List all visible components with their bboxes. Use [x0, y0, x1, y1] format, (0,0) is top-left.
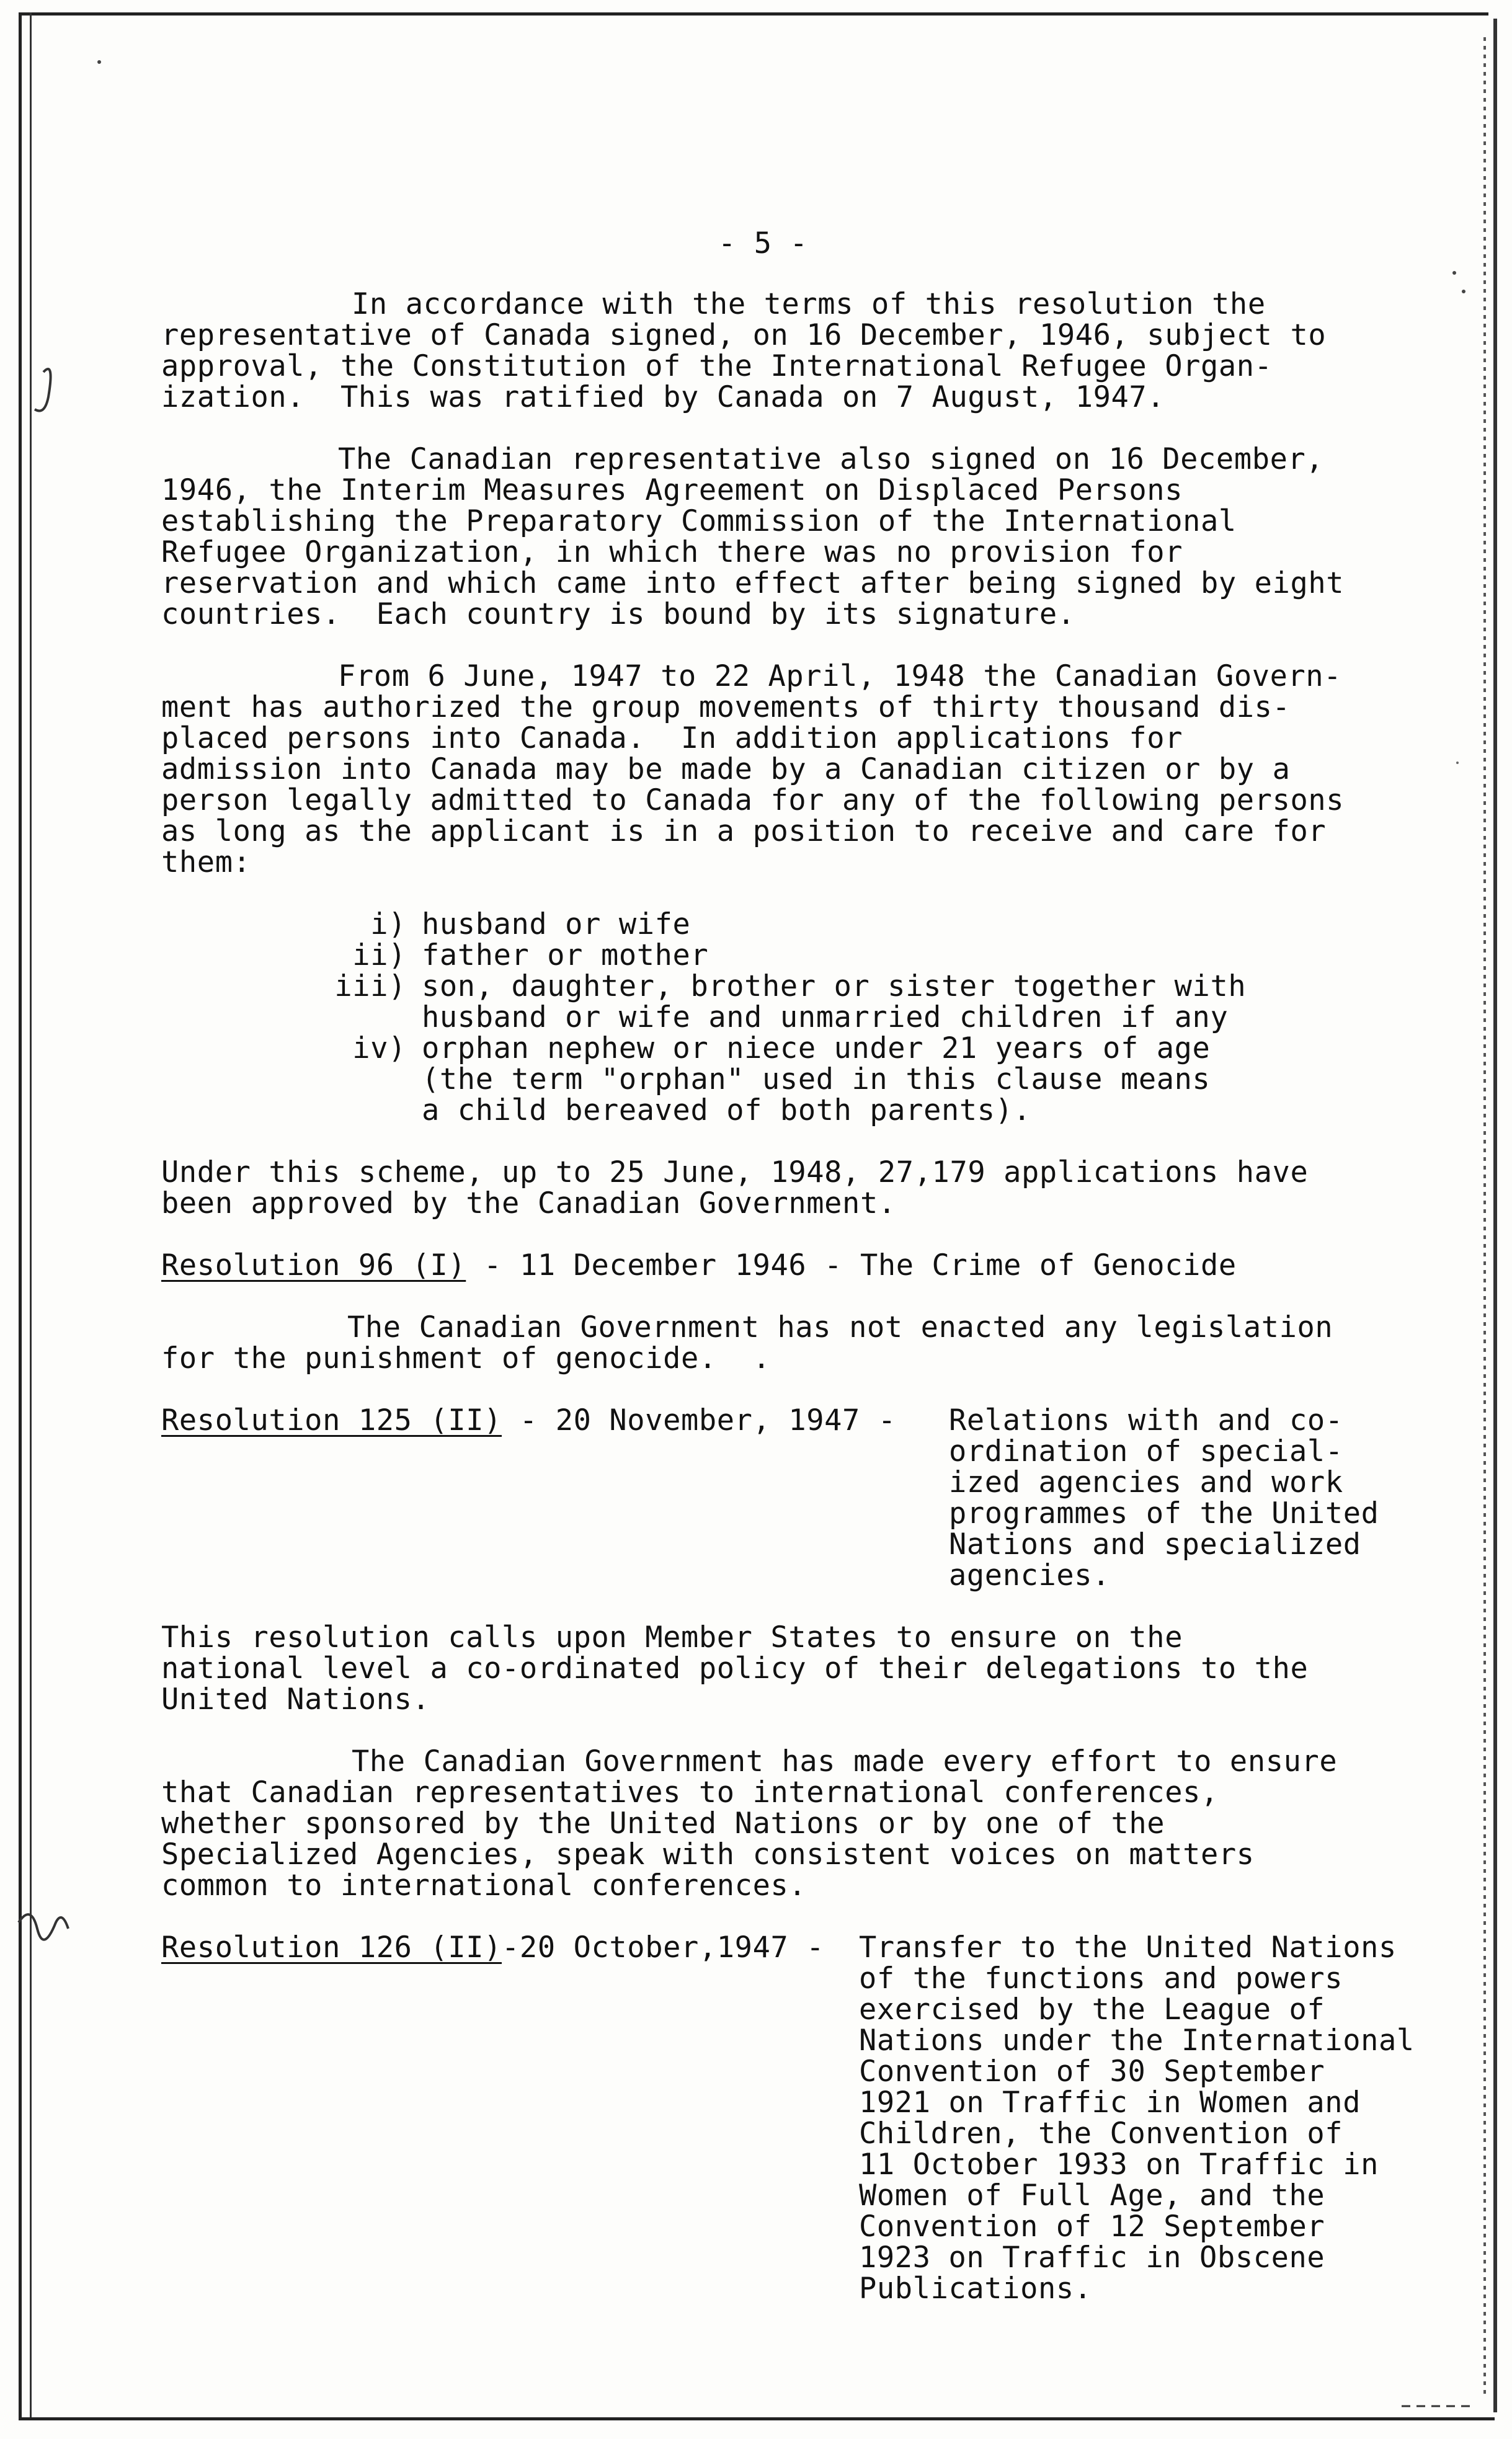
- text-line: been approved by the Canadian Government.: [161, 1186, 896, 1220]
- text-line: The Canadian Government has not enacted any legislation: [347, 1310, 1333, 1344]
- text-line: them:: [161, 845, 251, 879]
- resolution-96-label: Resolution 96 (I): [161, 1248, 466, 1282]
- resolution-126-subject: Publications.: [859, 2272, 1092, 2306]
- text-line: From 6 June, 1947 to 22 April, 1948 the Canadian Govern-: [338, 659, 1342, 693]
- resolution-126-subject: Convention of 12 September: [859, 2210, 1325, 2244]
- list-item: husband or wife: [422, 907, 691, 941]
- resolution-126-subject: Nations under the International: [859, 2024, 1415, 2058]
- text-line: Refugee Organization, in which there was no provision for: [161, 535, 1183, 569]
- resolution-125-subject: ized agencies and work: [949, 1465, 1343, 1499]
- text-line: ization. This was ratified by Canada on 7 August, 1947.: [161, 380, 1165, 414]
- list-item: (the term "orphan" used in this clause means: [422, 1062, 1211, 1096]
- text-line: The Canadian Government has made every effort to ensure: [352, 1744, 1338, 1779]
- text-line: countries. Each country is bound by its signature.: [161, 597, 1075, 631]
- resolution-125-subject: agencies.: [949, 1558, 1111, 1593]
- text-line: placed persons into Canada. In addition applications for: [161, 721, 1183, 755]
- text-line: for the punishment of genocide. .: [161, 1341, 771, 1375]
- text-line: This resolution calls upon Member States to ensure on the: [161, 1620, 1183, 1655]
- text-line: representative of Canada signed, on 16 December, 1946, subject to: [161, 318, 1327, 352]
- resolution-126-subject: Transfer to the United Nations: [859, 1930, 1397, 1965]
- resolution-125-subject: programmes of the United: [949, 1496, 1379, 1530]
- text-line: Specialized Agencies, speak with consistent voices on matters: [161, 1837, 1255, 1872]
- list-item: a child bereaved of both parents).: [422, 1093, 1031, 1127]
- text-line: person legally admitted to Canada for any of the following persons: [161, 783, 1345, 817]
- text-line: establishing the Preparatory Commission of the International: [161, 504, 1237, 538]
- resolution-96-title: - 11 December 1946 - The Crime of Genocide: [466, 1248, 1237, 1282]
- resolution-126-subject: Children, the Convention of: [859, 2117, 1343, 2151]
- resolution-126-subject: Women of Full Age, and the: [859, 2179, 1325, 2213]
- text-line: ment has authorized the group movements of thirty thousand dis-: [161, 690, 1291, 724]
- resolution-125-label: Resolution 125 (II): [161, 1403, 502, 1437]
- list-item: son, daughter, brother or sister together with: [422, 969, 1247, 1003]
- list-number: iv): [352, 1031, 406, 1065]
- text-line: Under this scheme, up to 25 June, 1948, 27,179 applications have: [161, 1155, 1309, 1189]
- resolution-126-subject: 11 October 1933 on Traffic in: [859, 2148, 1379, 2182]
- page-number: - 5 -: [718, 226, 808, 260]
- text-line: 1946, the Interim Measures Agreement on Displaced Persons: [161, 473, 1183, 507]
- list-item: orphan nephew or niece under 21 years of age: [422, 1031, 1211, 1065]
- resolution-125-subject: Relations with and co-: [949, 1403, 1343, 1437]
- text-line: whether sponsored by the United Nations or by one of the: [161, 1806, 1165, 1841]
- list-number: i): [370, 907, 406, 941]
- text-line: approval, the Constitution of the International Refugee Organ-: [161, 349, 1273, 383]
- list-number: iii): [334, 969, 406, 1003]
- resolution-126-subject: of the functions and powers: [859, 1961, 1343, 1996]
- resolution-126-subject: exercised by the League of: [859, 1993, 1325, 2027]
- resolution-126-label: Resolution 126 (II): [161, 1930, 502, 1965]
- list-item: husband or wife and unmarried children if any: [422, 1000, 1229, 1034]
- text-line: that Canadian representatives to international conferences,: [161, 1775, 1219, 1810]
- text-line: common to international conferences.: [161, 1868, 807, 1903]
- resolution-126-subject: 1923 on Traffic in Obscene: [859, 2241, 1325, 2275]
- text-line: national level a co-ordinated policy of their delegations to the: [161, 1651, 1309, 1686]
- text-line: The Canadian representative also signed on 16 December,: [338, 442, 1324, 476]
- text-line: admission into Canada may be made by a Canadian citizen or by a: [161, 752, 1291, 786]
- list-item: father or mother: [422, 938, 709, 972]
- resolution-126-subject: Convention of 30 September: [859, 2055, 1325, 2089]
- text-line: reservation and which came into effect after being signed by eight: [161, 566, 1345, 600]
- resolution-126-subject: 1921 on Traffic in Women and: [859, 2086, 1361, 2120]
- text-line: In accordance with the terms of this resolution the: [352, 287, 1266, 321]
- resolution-126-date: -20 October,1947 -: [502, 1930, 825, 1965]
- resolution-125-subject: Nations and specialized: [949, 1527, 1361, 1562]
- text-line: United Nations.: [161, 1682, 430, 1717]
- resolution-125-date: - 20 November, 1947 -: [502, 1403, 914, 1437]
- resolution-125-subject: ordination of special-: [949, 1434, 1343, 1468]
- list-number: ii): [352, 938, 406, 972]
- text-line: as long as the applicant is in a position to receive and care for: [161, 814, 1327, 848]
